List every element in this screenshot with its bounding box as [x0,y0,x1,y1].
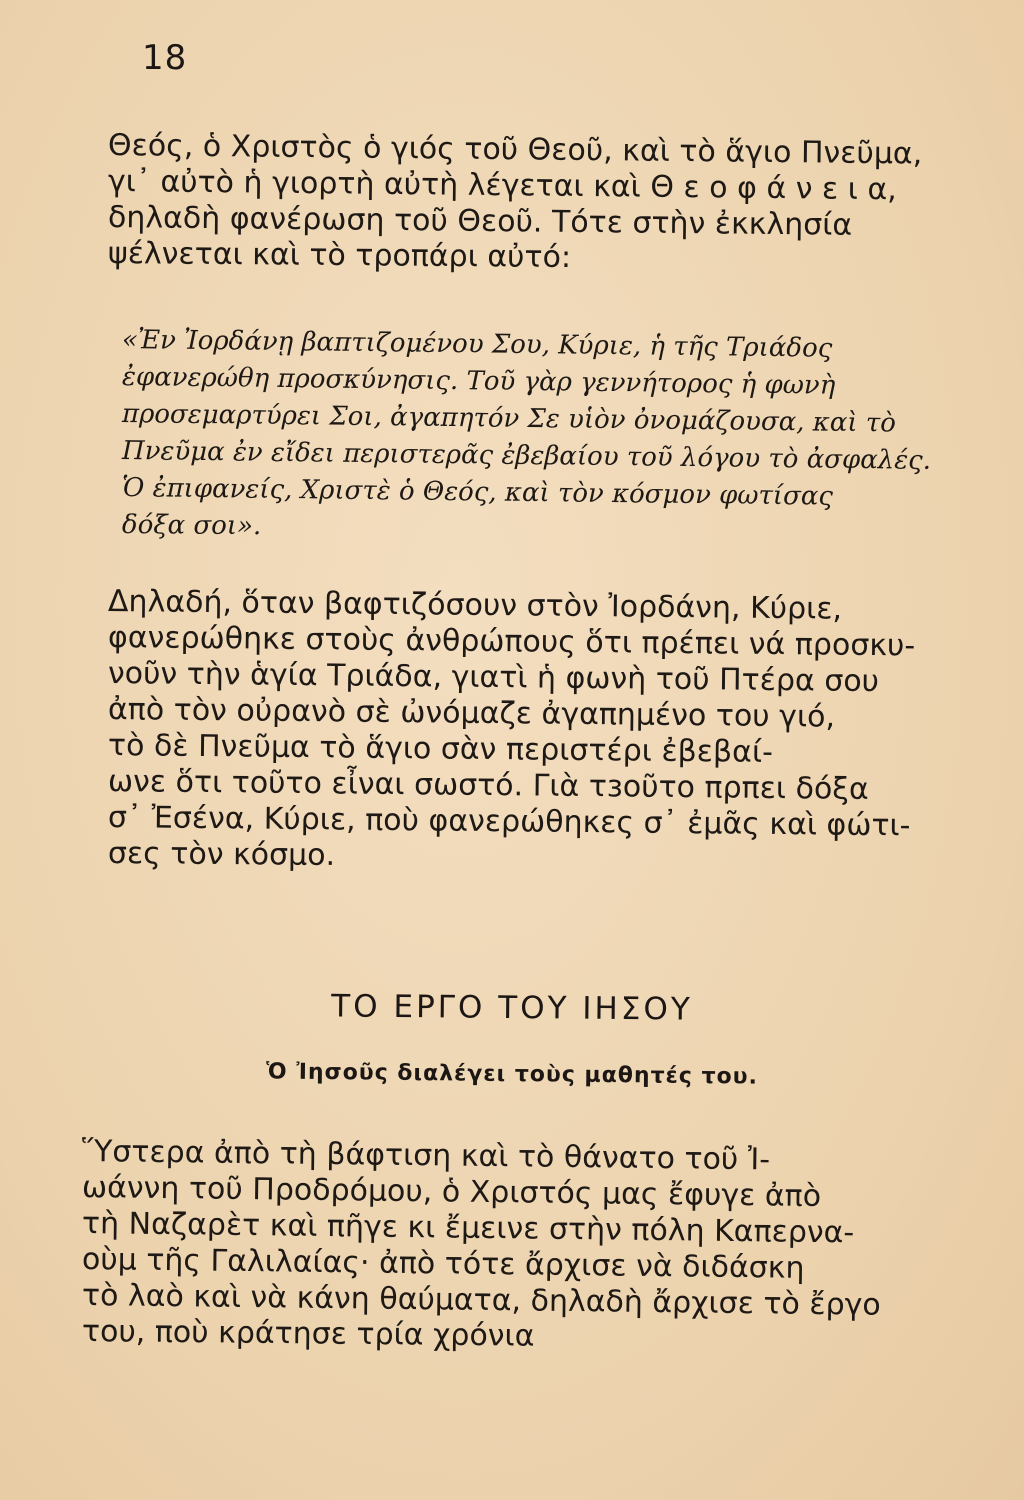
text-line: τὸ δὲ Πνεῦμα τὸ ἅγιο σὰν περιστέρι ἐβεβαί- [107,728,774,770]
hymn-line: Πνεῦμα ἐν εἴδει περιστερᾶς ἐβεβαίου τοῦ λόγου τὸ ἀσφαλές. [121,436,932,476]
text-line: του, ποὺ κράτησε τρία χρόνια [81,1314,535,1354]
text-line: νοῦν τὴν ἁγία Τριάδα, γιατὶ ἡ φωνὴ τοῦ Πτέρα σου [107,656,880,700]
hymn-line: προσεμαρτύρει Σοι, ἀγαπητόν Σε υἱὸν ὀνομάζουσα, καὶ τὸ [121,399,897,439]
hymn-line: δόξα σοι». [121,510,262,542]
text-line: σ᾽ Ἐσένα, Κύριε, ποὺ φανερώθηκες σ᾽ ἐμᾶς καὶ φώτι- [107,800,911,844]
text-line: οὺμ τῆς Γαλιλαίας· ἀπὸ τότε ἄρχισε νὰ διδάσκη [81,1242,805,1286]
text-line: Ὕστερα ἀπὸ τὴ βάφτιση καὶ τὸ θάνατο τοῦ Ἰ- [81,1134,771,1178]
text-line: Δηλαδή, ὅταν βαφτιζόσουν στὸν Ἰορδάνη, Κύριε, [107,584,843,627]
page-number: 18 [142,38,188,78]
section-title: ΤΟ ΕΡΓΟ ΤΟΥ ΙΗΣΟΥ [331,988,693,1028]
text-line: ἀπὸ τὸν οὐρανὸ σὲ ὠνόμαζε ἀγαπημένο του γιό, [107,692,836,735]
troparion-hymn [122,322,972,544]
paragraph-theophany-intro [107,128,978,276]
hymn-line: ἐφανερώθη προσκύνησις. Τοῦ γὰρ γεννήτορος ἡ φωνὴ [121,362,836,401]
hymn-line: «Ἐν Ἰορδάνῃ βαπτιζομένου Σου, Κύριε, ἡ τῆς Τριάδος [121,325,833,364]
text-line: τὸ λαὸ καὶ νὰ κάνη θαύματα, δηλαδὴ ἄρχισε τὸ ἔργο [81,1278,881,1323]
section-subheading: Ὁ Ἰησοῦς διαλέγει τοὺς μαθητές του. [265,1059,759,1090]
text-line: ωνε ὅτι τοῦτο εἶναι σωστό. Γιὰ τзοῦτο πρπει δόξα [107,764,869,807]
text-line: ωάννη τοῦ Προδρόμου, ὁ Χριστός μας ἔφυγε ἀπὸ [81,1170,822,1215]
text-line: δηλαδὴ φανέρωση τοῦ Θεοῦ. Τότε στὴν ἐκκλησία [107,200,853,243]
paragraph-ministry-start [81,1134,952,1354]
text-line: τὴ Ναζαρὲτ καὶ πῆγε κι ἔμεινε στὴν πόλη Καπερνα- [81,1206,855,1251]
text-line: ψέλνεται καὶ τὸ τροπάρι αὐτό: [107,236,572,276]
text-line: φανερώθηκε στοὺς ἀνθρώπους ὅτι πρέπει νά προσκυ- [107,620,916,664]
paragraph-hymn-explanation [108,584,978,872]
text-line: γι᾽ αὐτὸ ἡ γιορτὴ αὐτὴ λέγεται καὶ Θ ε ο φ ά ν ε ι α, [107,164,897,208]
hymn-line: Ὁ ἐπιφανείς, Χριστὲ ὁ Θεός, καὶ τὸν κόσμον φωτίσας [121,473,834,512]
text-line: Θεός, ὁ Χριστὸς ὁ γιός τοῦ Θεοῦ, καὶ τὸ ἅγιο Πνεῦμα, [107,128,923,172]
text-line: σες τὸν κόσμο. [107,836,336,873]
